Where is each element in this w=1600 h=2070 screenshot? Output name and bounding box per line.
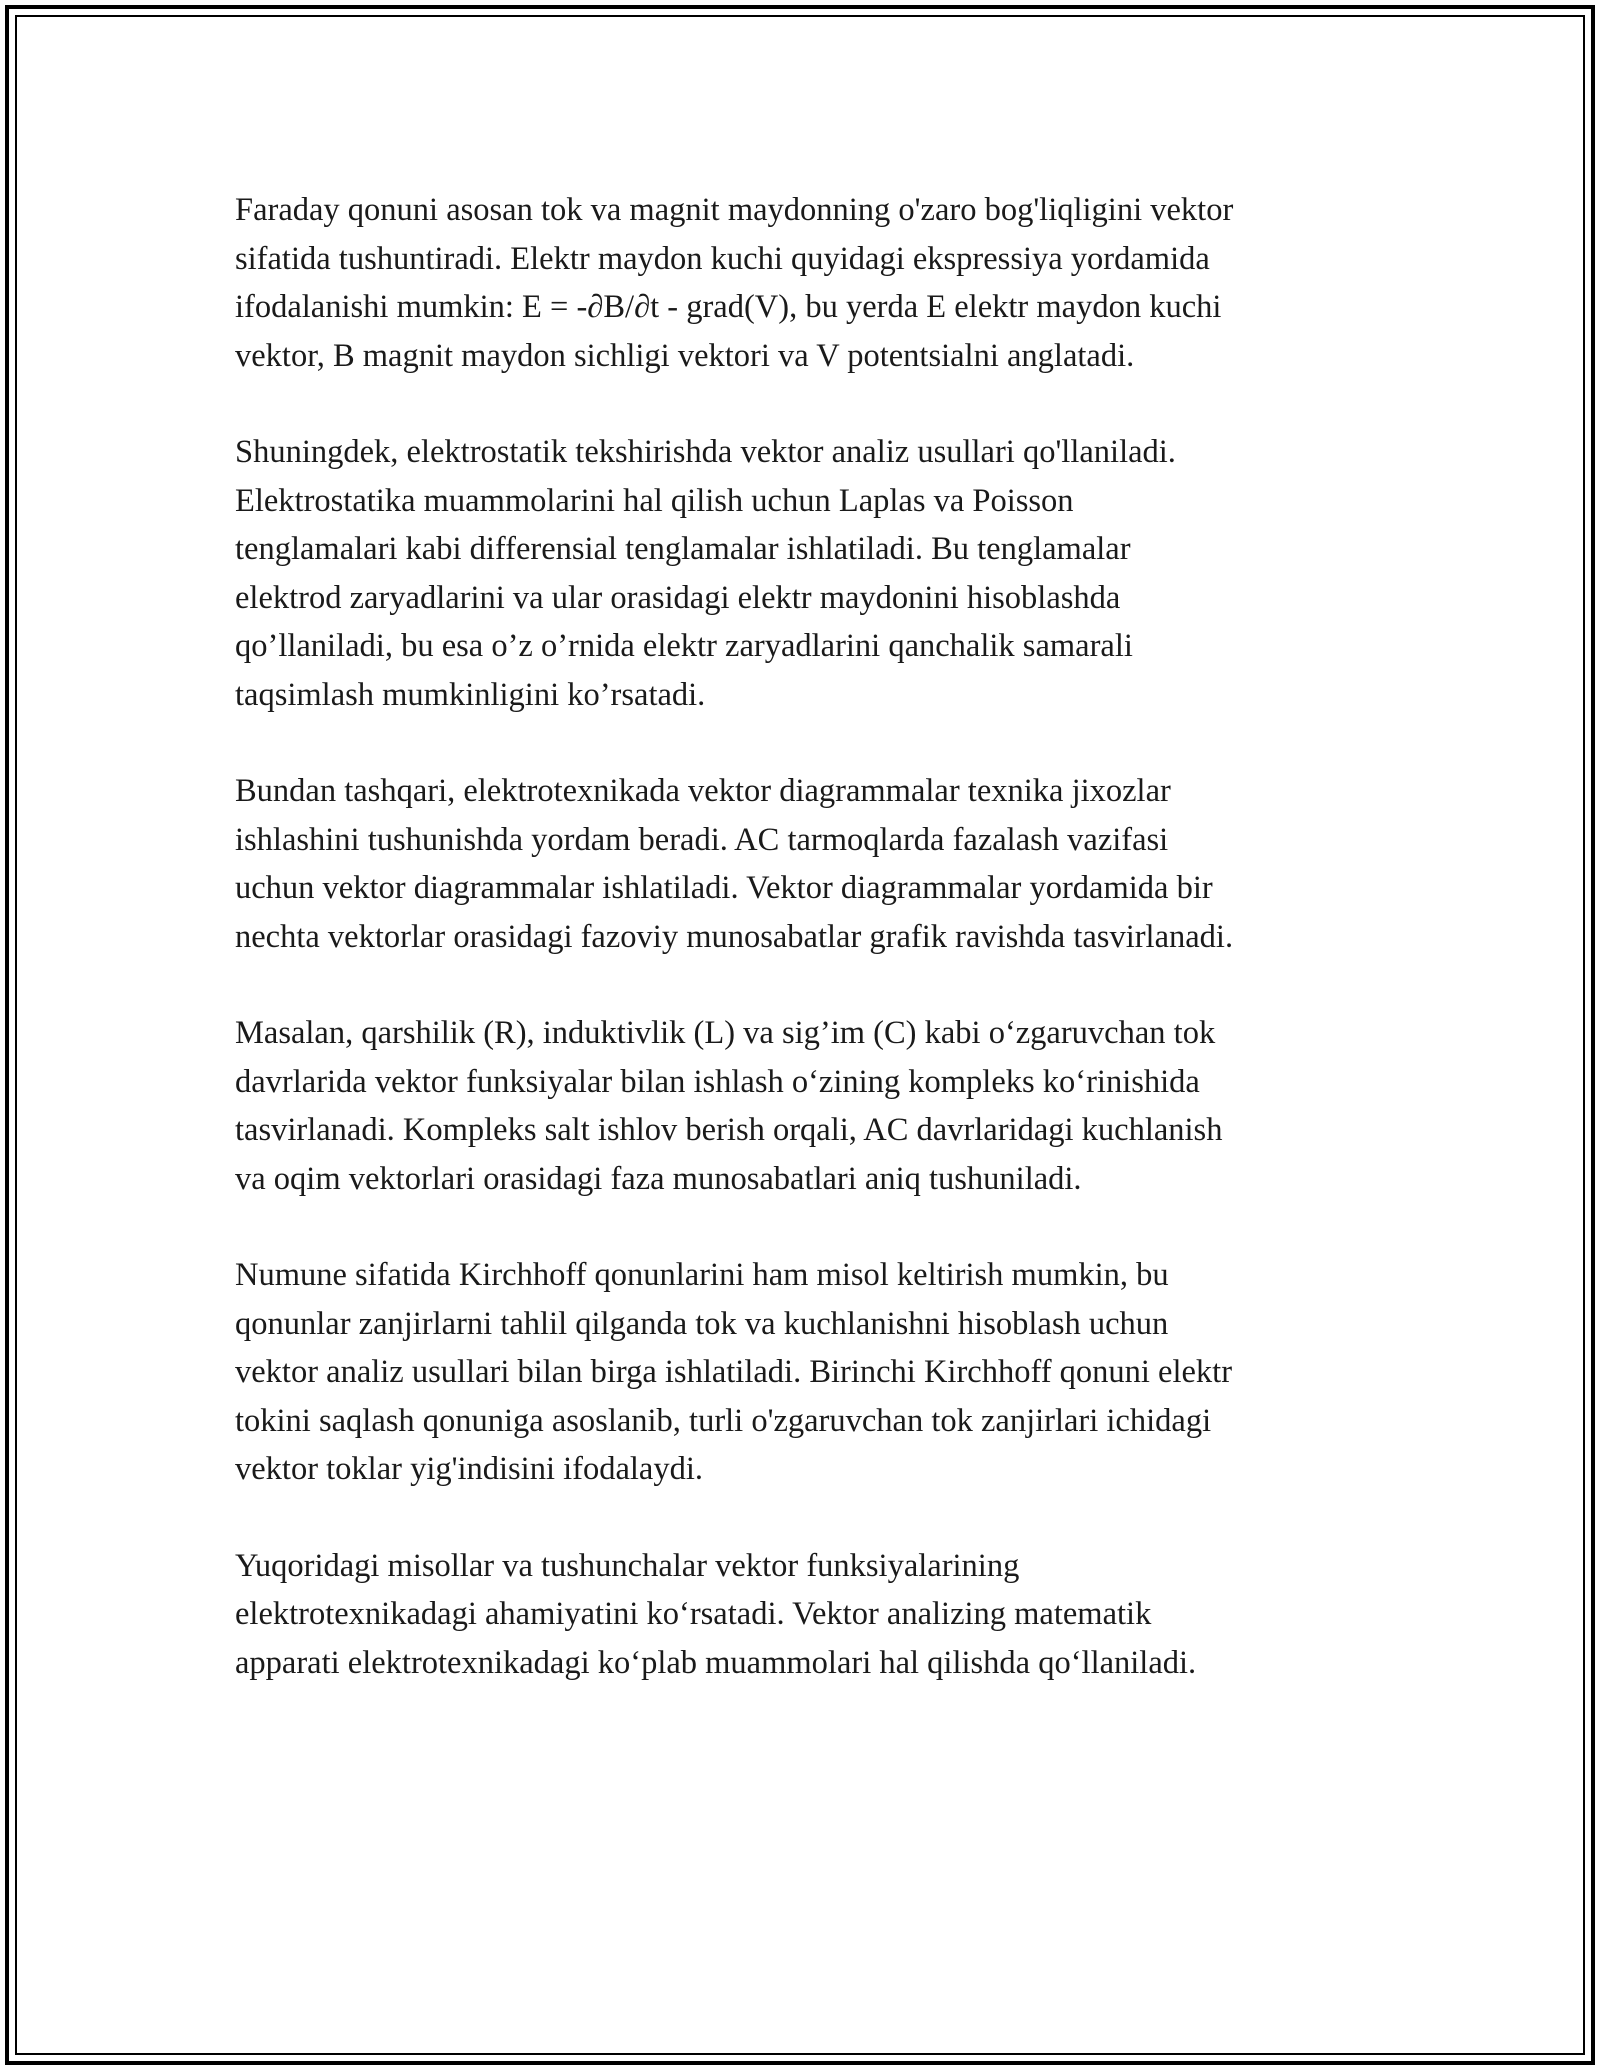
paragraph-vector-diagrams: Bundan tashqari, elektrotexnikada vektor diagrammalar texnika jixozlar ishlashini tushunishda yordam beradi. AC tarmoqlarda fazalash vazifasi uchun vektor diagrammalar ishlatiladi. Vektor diagrammalar yordamida bir nechta vektorlar orasidagi fazoviy munosabatlar grafik ravishda tasvirlanadi. — [235, 773, 1234, 955]
paragraph-kirchhoff: Numune sifatida Kirchhoff qonunlarini ham misol keltirish mumkin, bu qonunlar zanjirlarni tahlil qilganda tok va kuchlanishni hisoblash uchun vektor analiz usullari bilan birga ishlatiladi. Birinchi Kirchhoff qonuni elektr tokini saqlash qonuniga asoslanib, turli o'zgaruvchan tok zanjirlari ichidagi vektor toklar yig'indisini ifodalaydi. — [235, 1257, 1233, 1487]
paragraph-conclusion: Yuqoridagi misollar va tushunchalar vektor funksiyalarining elektrotexnikadagi ahamiyatini ko‘rsatadi. Vektor analizing matematik apparati elektrotexnikadagi ko‘plab muammolari hal qilishda qo‘llaniladi. — [235, 1547, 1197, 1681]
paragraph-electrostatics: Shuningdek, elektrostatik tekshirishda vektor analiz usullari qo'llaniladi. Elektrostatika muammolarini hal qilish uchun Laplas va Poisson tenglamalari kabi differensial tenglamalar ishlatiladi. Bu tenglamalar elektrod zaryadlarini va ular orasidagi elektr maydonini hisoblashda qo’llaniladi, bu esa o’z o’rnida elektr zaryadlarini qanchalik samarali taqsimlash mumkinligini ko’rsatadi. — [235, 434, 1176, 713]
paragraph-ac-circuits: Masalan, qarshilik (R), induktivlik (L) va sig’im (C) kabi o‘zgaruvchan tok davrlarida vektor funksiyalar bilan ishlash o‘zining kompleks ko‘rinishida tasvirlanadi. Kompleks salt ishlov berish orqali, AC davrlaridagi kuchlanish va oqim vektorlari orasidagi faza munosabatlari aniq tushuniladi. — [235, 1015, 1223, 1197]
document-body — [235, 186, 1385, 1735]
paragraph-faraday: Faraday qonuni asosan tok va magnit maydonning o'zaro bog'liqligini vektor sifatida tushuntiradi. Elektr maydon kuchi quyidagi ekspressiya yordamida ifodalanishi mumkin: E = -∂B/∂t - grad(V), bu yerda E elektr maydon kuchi vektor, B magnit maydon sichligi vektori va V potentsialni anglatadi. — [235, 192, 1234, 374]
